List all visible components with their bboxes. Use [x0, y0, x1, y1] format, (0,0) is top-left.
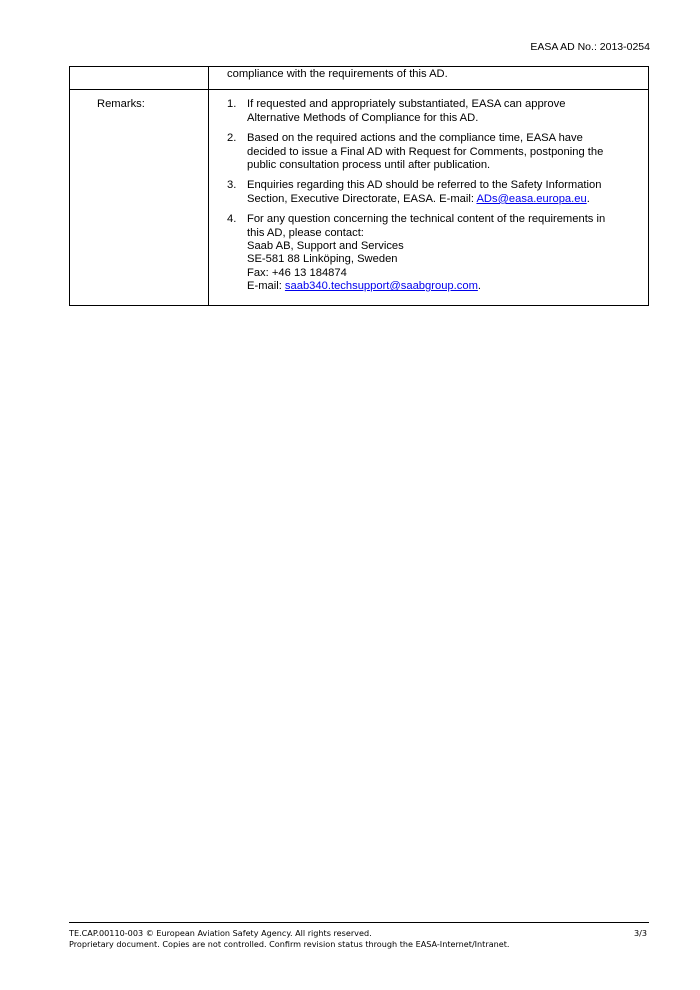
- ad-table: [69, 66, 649, 306]
- table-row-continued: [70, 67, 649, 90]
- contact-company: Saab AB, Support and Services: [247, 240, 404, 253]
- remark-line: decided to issue a Final AD with Request for Comments, postponing the: [247, 145, 604, 158]
- remark-item-4: [227, 213, 636, 293]
- remark-number: 2.: [227, 132, 237, 145]
- remark-text: [247, 179, 636, 206]
- email-prefix-text: Section, Executive Directorate, EASA. E-mail:: [247, 192, 477, 205]
- remark-line: For any question concerning the technical content of the requirements in: [247, 213, 606, 226]
- remark-line-with-email: [247, 193, 636, 206]
- remark-text: [247, 132, 636, 172]
- email-prefix-text: E-mail:: [247, 280, 285, 293]
- remark-text: [247, 98, 636, 125]
- remark-line: If requested and appropriately substantiated, EASA can approve: [247, 98, 566, 111]
- remark-text: [247, 213, 636, 293]
- email-suffix-text: .: [477, 280, 481, 293]
- remark-item-3: [227, 179, 636, 206]
- page-footer: [69, 922, 649, 949]
- empty-label-cell: [70, 67, 209, 90]
- remark-line: Enquiries regarding this AD should be referred to the Safety Information: [247, 179, 602, 192]
- remark-line: Alternative Methods of Compliance for this AD.: [247, 111, 479, 124]
- saab-email-link[interactable]: saab340.techsupport@saabgroup.com: [284, 280, 478, 293]
- contact-fax: Fax: +46 13 184874: [247, 266, 347, 279]
- remark-number: 3.: [227, 179, 237, 192]
- ad-number-header: EASA AD No.: 2013-0254: [530, 41, 650, 53]
- contact-email-line: [247, 280, 636, 293]
- footer-copyright: TE.CAP.00110-003 © European Aviation Safety Agency. All rights reserved.: [69, 928, 372, 938]
- remark-line: Based on the required actions and the compliance time, EASA have: [247, 132, 583, 145]
- footer-disclaimer: Proprietary document. Copies are not controlled. Confirm revision status through the EASA-Internet/Intranet.: [69, 938, 510, 949]
- table-row-remarks: [70, 90, 649, 305]
- remark-item-2: [227, 132, 636, 172]
- contact-address: SE-581 88 Linköping, Sweden: [247, 253, 398, 266]
- remark-item-1: [227, 98, 636, 125]
- remarks-content: [209, 90, 649, 305]
- remark-line: this AD, please contact:: [247, 226, 364, 239]
- remarks-label-cell: [70, 90, 209, 305]
- remark-line: public consultation process until after publication.: [247, 159, 491, 172]
- continued-text: compliance with the requirements of this AD.: [209, 67, 649, 90]
- email-suffix-text: .: [586, 192, 590, 205]
- remark-number: 1.: [227, 98, 237, 111]
- remarks-label: Remarks:: [97, 98, 145, 111]
- page-number: 3/3: [633, 928, 647, 938]
- remark-number: 4.: [227, 213, 237, 226]
- easa-email-link[interactable]: ADs@easa.europa.eu: [476, 192, 587, 205]
